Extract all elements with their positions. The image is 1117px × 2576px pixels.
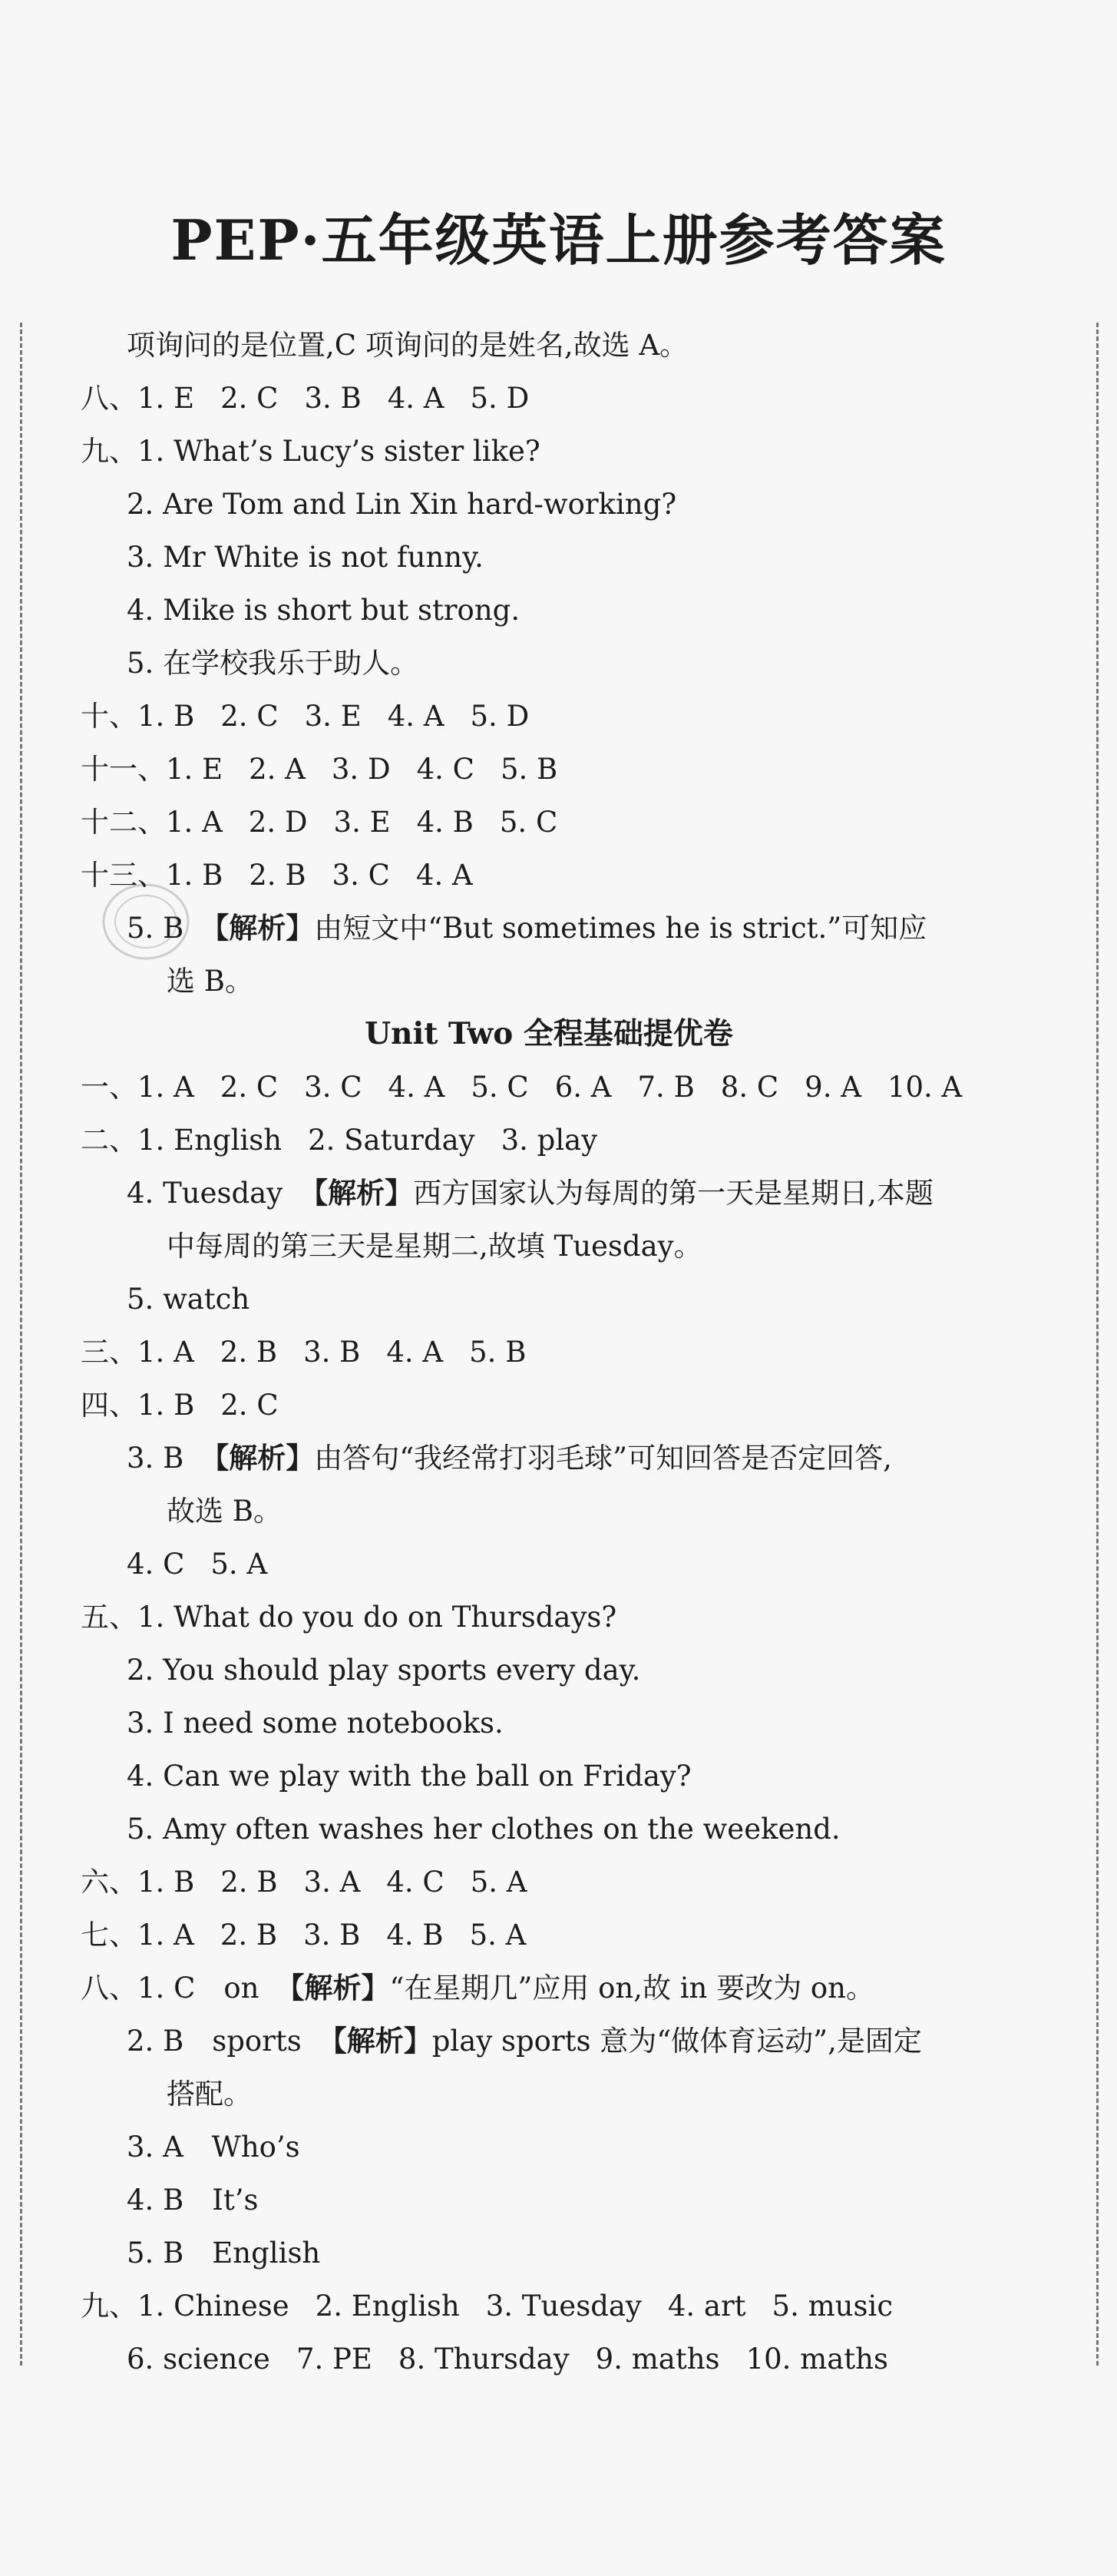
section-label: 九、 <box>81 2290 137 2323</box>
answer-line <box>81 2174 1048 2227</box>
answer-line <box>81 2015 1048 2068</box>
answer-item: 3. E <box>304 700 362 733</box>
answer-item: 1. B <box>137 1389 195 1422</box>
section-label: 六、 <box>81 1866 137 1899</box>
answer-item: 2. B sports <box>127 2025 302 2058</box>
answer-line <box>81 690 1048 743</box>
answer-text: 搭配。 <box>167 2078 252 2111</box>
answer-line <box>81 1644 1048 1697</box>
answer-item: 1. A <box>137 1336 194 1369</box>
answer-line <box>81 1220 1048 1273</box>
answer-item: 5. C <box>471 1071 529 1104</box>
answer-text: 5. 在学校我乐于助人。 <box>127 647 419 680</box>
section-label: 十二、 <box>81 806 166 839</box>
answer-line <box>81 1167 1048 1220</box>
answer-line <box>81 584 1048 637</box>
answer-item: 3. D <box>331 753 391 786</box>
answer-line <box>81 2227 1048 2280</box>
answer-item: 5. C <box>499 806 558 839</box>
answer-item: 4. B <box>416 806 474 839</box>
answer-item: 1. C on <box>137 1972 259 2005</box>
answer-text: 4. B It’s <box>127 2184 259 2217</box>
answer-item: 2. C <box>220 700 279 733</box>
section-label: 一、 <box>81 1071 137 1104</box>
answer-line <box>81 372 1048 425</box>
answer-item: 5. music <box>772 2290 894 2323</box>
answer-text: 中每周的第三天是星期二,故填 Tuesday。 <box>167 1230 702 1263</box>
answer-text: 4. Can we play with the ball on Friday? <box>127 1760 692 1793</box>
answer-item: 4. B <box>386 1919 444 1952</box>
answer-line <box>81 1061 1048 1114</box>
answer-item: 4. art <box>667 2290 746 2323</box>
answer-item: 1. A <box>166 806 223 839</box>
answer-item: 6. A <box>554 1071 612 1104</box>
answer-item: 3. B <box>303 1919 361 1952</box>
answer-line <box>81 1591 1048 1644</box>
answer-line <box>81 1485 1048 1538</box>
answer-line <box>81 478 1048 531</box>
answer-text: 1. What do you do on Thursdays? <box>137 1601 617 1634</box>
answer-text: 项询问的是位置,C 项询问的是姓名,故选 A。 <box>127 329 689 362</box>
answer-text: 选 B。 <box>167 965 253 998</box>
analysis-tag: 【解析】 <box>299 1176 414 1210</box>
answer-item: 2. D <box>248 806 308 839</box>
answer-text: 由短文中“But sometimes he is strict.”可知应 <box>314 912 927 945</box>
answer-item: 2. A <box>249 753 306 786</box>
answer-line <box>81 1114 1048 1167</box>
answer-item: 4. A <box>388 1071 445 1104</box>
answer-item: 3. A <box>303 1866 361 1899</box>
section-label: 九、 <box>81 435 137 468</box>
answer-item: 1. B <box>137 1866 195 1899</box>
answer-item: 3. B <box>304 382 362 415</box>
answer-line <box>81 2121 1048 2174</box>
answer-line <box>81 1273 1048 1326</box>
answer-text: 3. A Who’s <box>127 2131 300 2164</box>
answer-item: 1. E <box>166 753 223 786</box>
answer-item: 4. C <box>127 1548 185 1581</box>
answer-item: 3. B <box>303 1336 361 1369</box>
answer-text: 3. I need some notebooks. <box>127 1707 504 1740</box>
answer-item: 4. C <box>416 753 474 786</box>
answer-line <box>81 319 1048 372</box>
answer-line <box>81 1697 1048 1750</box>
answer-line <box>81 425 1048 478</box>
left-dashed-margin <box>20 323 22 2366</box>
section-label: 四、 <box>81 1389 137 1422</box>
answer-item: 4. Tuesday <box>127 1177 283 1210</box>
answer-line <box>81 1909 1048 1962</box>
answer-item: 2. C <box>220 1071 279 1104</box>
answer-item: 10. maths <box>745 2343 888 2376</box>
answer-item: 4. A <box>387 382 444 415</box>
answer-item: 5. A <box>210 1548 268 1581</box>
answer-text: 3. Mr White is not funny. <box>127 541 484 574</box>
answer-text: 4. Mike is short but strong. <box>127 594 520 627</box>
answer-item: 7. PE <box>296 2343 372 2376</box>
answer-text: 5. B English <box>127 2237 321 2270</box>
answer-item: 10. A <box>887 1071 963 1104</box>
section-label: 七、 <box>81 1919 137 1952</box>
answer-text: play sports 意为“做体育运动”,是固定 <box>431 2025 922 2058</box>
answer-item: 4. C <box>386 1866 444 1899</box>
answer-item: 3. B <box>127 1442 184 1475</box>
answer-item: 3. C <box>332 859 390 892</box>
answer-line <box>81 1803 1048 1856</box>
section-label: 八、 <box>81 1972 137 2005</box>
answer-item: 2. B <box>220 1336 278 1369</box>
answer-line <box>81 531 1048 584</box>
section-label: 三、 <box>81 1336 137 1369</box>
answer-item: 2. C <box>220 382 279 415</box>
answer-item: 3. Tuesday <box>485 2290 642 2323</box>
right-dashed-margin <box>1096 323 1099 2366</box>
answer-line <box>81 1326 1048 1379</box>
answer-line <box>81 1432 1048 1485</box>
answer-line <box>81 2068 1048 2121</box>
section-label: 十三、 <box>81 859 166 892</box>
answer-text: 西方国家认为每周的第一天是星期日,本题 <box>413 1177 934 1210</box>
answer-item: 3. C <box>304 1071 362 1104</box>
answer-text: “在星期几”应用 on,故 in 要改为 on。 <box>389 1972 874 2005</box>
answer-line <box>81 902 1048 955</box>
answer-item: 2. B <box>220 1866 278 1899</box>
answer-item: 2. B <box>220 1919 278 1952</box>
analysis-tag: 【解析】 <box>276 1971 390 2005</box>
answer-list <box>81 319 1048 2386</box>
answer-item: 2. English <box>315 2290 460 2323</box>
analysis-tag: 【解析】 <box>200 1441 315 1475</box>
answer-text: 2. Are Tom and Lin Xin hard-working? <box>127 488 677 521</box>
answer-item: 2. B <box>249 859 306 892</box>
answer-text: 由答句“我经常打羽毛球”可知回答是否定回答, <box>314 1442 892 1475</box>
analysis-tag: 【解析】 <box>318 2024 432 2058</box>
answer-line <box>81 743 1048 796</box>
answer-item: 1. E <box>137 382 195 415</box>
answer-item: 4. A <box>386 1336 444 1369</box>
answer-item: 1. A <box>137 1071 194 1104</box>
section-label: 十、 <box>81 700 137 733</box>
answer-item: 3. play <box>501 1124 598 1157</box>
answer-item: 1. B <box>137 700 195 733</box>
answer-item: 5. D <box>470 700 530 733</box>
answer-line <box>81 1750 1048 1803</box>
answer-line <box>81 2280 1048 2333</box>
answer-line <box>81 849 1048 902</box>
answer-text: 2. You should play sports every day. <box>127 1654 641 1687</box>
answer-item: 4. A <box>387 700 444 733</box>
section-label: 二、 <box>81 1124 137 1157</box>
answer-line <box>81 1856 1048 1909</box>
answer-item: 5. B <box>500 753 558 786</box>
answer-item: 3. E <box>333 806 391 839</box>
answer-line <box>81 1538 1048 1591</box>
answer-item: 2. Saturday <box>308 1124 475 1157</box>
analysis-tag: 【解析】 <box>200 911 315 945</box>
unit-heading: Unit Two 全程基础提优卷 <box>365 1016 733 1051</box>
answer-item: 9. maths <box>595 2343 720 2376</box>
answer-item: 8. Thursday <box>398 2343 570 2376</box>
answer-line <box>81 1379 1048 1432</box>
answer-item: 8. C <box>720 1071 779 1104</box>
answer-item: 5. A <box>470 1866 527 1899</box>
answer-item: 7. B <box>637 1071 695 1104</box>
answer-item: 1. B <box>166 859 223 892</box>
answer-line <box>81 1962 1048 2015</box>
section-label: 五、 <box>81 1601 137 1634</box>
answer-item: 5. D <box>470 382 530 415</box>
answer-line <box>81 796 1048 849</box>
answer-line <box>81 955 1048 1008</box>
answer-item: 5. A <box>469 1919 527 1952</box>
answer-text: 1. What’s Lucy’s sister like? <box>137 435 540 468</box>
answer-item: 5. B <box>469 1336 527 1369</box>
answer-item: 1. Chinese <box>137 2290 289 2323</box>
answer-item: 1. A <box>137 1919 194 1952</box>
page-title: PEP·五年级英语上册参考答案 <box>170 207 947 273</box>
answer-text: 5. watch <box>127 1283 250 1316</box>
section-label: 十一、 <box>81 753 166 786</box>
answer-item: 5. B <box>127 912 184 945</box>
answer-item: 4. A <box>415 859 473 892</box>
answer-item: 6. science <box>127 2343 270 2376</box>
section-label: 八、 <box>81 382 137 415</box>
answer-item: 2. C <box>220 1389 279 1422</box>
answer-text: 5. Amy often washes her clothes on the weekend. <box>127 1813 841 1846</box>
answer-item: 1. English <box>137 1124 283 1157</box>
answer-item: 9. A <box>805 1071 861 1104</box>
answer-line <box>81 2333 1048 2386</box>
answer-text: 故选 B。 <box>167 1495 282 1528</box>
answer-line <box>81 637 1048 690</box>
